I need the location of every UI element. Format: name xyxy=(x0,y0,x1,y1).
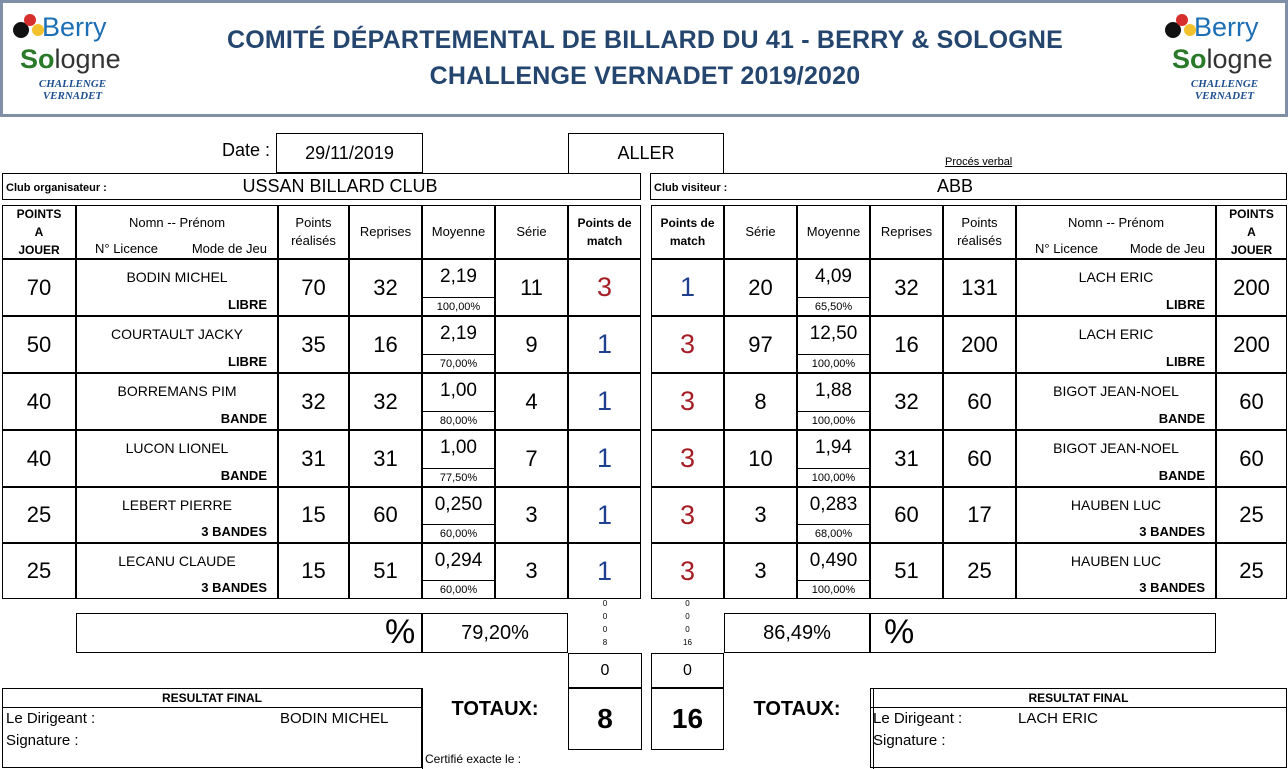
home-row-4-mode: 3 BANDES xyxy=(201,524,267,539)
home-row-4-cell xyxy=(278,487,349,543)
col-licence-label: N° Licence xyxy=(95,241,159,256)
away-row-1-cell xyxy=(1016,316,1216,373)
home-row-1-mode: LIBRE xyxy=(228,354,267,369)
berry-sologne-logo-right xyxy=(1160,10,1288,110)
col-points-realises-l1: Points xyxy=(961,215,998,230)
away-row-4-paj: 25 xyxy=(1239,502,1264,527)
away-row-4-cell xyxy=(724,487,797,543)
away-row-2-cell xyxy=(1016,373,1216,430)
away-resultat-final: RESULTAT FINAL xyxy=(870,688,1287,708)
home-row-1-pm: 1 xyxy=(596,329,613,359)
away-row-5-cell xyxy=(870,543,943,599)
away-row-0-player-name: LACH ERIC xyxy=(1078,269,1154,285)
col-points-realises-l2: réalisés xyxy=(291,233,336,248)
away-row-5-cell xyxy=(1216,543,1287,599)
away-row-1-cell xyxy=(1216,316,1287,373)
away-row-2-moyenne: 1,88 xyxy=(815,380,852,401)
home-row-4-cell xyxy=(2,487,76,543)
home-row-0-moyenne: 2,19 xyxy=(440,266,477,287)
home-row-0-cell xyxy=(76,259,278,316)
away-row-5-paj: 25 xyxy=(1239,558,1264,583)
home-row-1-cell xyxy=(568,316,641,373)
away-row-4-cell xyxy=(1216,487,1287,543)
home-row-5-pr: 15 xyxy=(301,558,326,583)
logo-vernadet: VERNADET xyxy=(1194,90,1255,102)
home-row-0-serie: 11 xyxy=(520,274,543,300)
away-row-4-serie: 3 xyxy=(754,502,767,527)
away-row-1-moyenne: 12,50 xyxy=(809,323,858,344)
home-row-3-paj: 40 xyxy=(26,445,52,471)
header-banner xyxy=(0,0,1288,117)
away-row-4-cell xyxy=(943,487,1016,543)
col-serie: Série xyxy=(745,224,776,239)
away-row-0-pct: 65,50% xyxy=(798,297,869,315)
away-row-0-moyenne: 4,09 xyxy=(815,266,852,287)
away-zero: 0 xyxy=(651,653,724,688)
away-header-rep xyxy=(870,205,943,259)
home-row-5-pct: 60,00% xyxy=(423,580,494,598)
away-row-4-cell xyxy=(797,487,870,543)
away-row-1-mode: LIBRE xyxy=(1166,354,1205,369)
home-totaux-label: TOTAUX: xyxy=(451,698,539,720)
home-row-4-pct: 60,00% xyxy=(423,524,494,542)
home-row-4-moyenne: 0,250 xyxy=(434,494,483,515)
away-row-0-cell xyxy=(943,259,1016,316)
away-header-moy xyxy=(797,205,870,259)
col-moyenne: Moyenne xyxy=(806,224,861,239)
away-row-0-serie: 20 xyxy=(748,274,773,300)
proces-verbal-label: Procés verbal xyxy=(945,156,1013,168)
home-row-4-serie: 3 xyxy=(525,502,538,527)
logo-challenge-text xyxy=(1162,78,1287,102)
home-row-2-player-name: BORREMANS PIM xyxy=(117,383,237,399)
away-header-pr xyxy=(943,205,1016,259)
away-row-4-pct: 68,00% xyxy=(798,524,869,542)
away-row-0-mode: LIBRE xyxy=(1166,297,1205,312)
home-row-1-cell xyxy=(2,316,76,373)
away-row-1-cell xyxy=(943,316,1016,373)
away-row-3-cell xyxy=(1016,430,1216,487)
away-row-0-cell xyxy=(870,259,943,316)
home-row-5-player-name: LECANU CLAUDE xyxy=(118,553,236,569)
away-row-2-serie: 8 xyxy=(754,388,767,414)
away-totaux-label: TOTAUX: xyxy=(753,698,841,720)
home-row-0-cell xyxy=(568,259,641,316)
home-row-0-mode: LIBRE xyxy=(228,297,267,312)
col-mode-label: Mode de Jeu xyxy=(1129,241,1205,256)
home-row-3-rep: 31 xyxy=(373,445,398,471)
home-row-0-paj: 70 xyxy=(26,274,52,300)
home-row-0-player-name: BODIN MICHEL xyxy=(126,269,228,285)
away-row-2-cell xyxy=(943,373,1016,430)
col-points-a-jouer-line: POINTS xyxy=(16,207,62,221)
home-row-5-serie: 3 xyxy=(525,558,538,583)
away-row-3-moyenne: 1,94 xyxy=(815,437,852,458)
home-row-5-cell xyxy=(495,543,568,599)
away-row-2-player-name: BIGOT JEAN-NOEL xyxy=(1053,383,1179,399)
col-licence-label: N° Licence xyxy=(1035,241,1099,256)
col-points-match-l2: match xyxy=(586,234,623,248)
home-row-5-moyenne: 0,294 xyxy=(434,550,483,571)
away-row-1-pr: 200 xyxy=(961,331,998,357)
home-row-0-rep: 32 xyxy=(373,274,398,300)
logo-sologne-text xyxy=(1172,44,1273,75)
away-row-5-cell xyxy=(1016,543,1216,599)
home-row-3-player-name: LUCON LIONEL xyxy=(125,440,229,456)
away-header-paj xyxy=(1216,205,1287,259)
logo-so: So xyxy=(1172,44,1207,74)
home-row-5-rep: 51 xyxy=(373,558,398,583)
home-row-0-cell xyxy=(422,259,495,316)
away-row-4-mode: 3 BANDES xyxy=(1139,524,1205,539)
home-resultat-final: RESULTAT FINAL xyxy=(2,688,422,708)
col-reprises: Reprises xyxy=(880,224,933,239)
home-row-3-pm: 1 xyxy=(596,443,613,473)
home-small-values xyxy=(568,597,642,649)
club-visiteur-value: ABB xyxy=(936,176,974,196)
home-small-0: 0 xyxy=(602,599,608,608)
home-row-4-rep: 60 xyxy=(373,502,398,527)
home-header-pr xyxy=(278,205,349,259)
home-header-nom xyxy=(76,205,278,259)
away-row-1-serie: 97 xyxy=(748,331,773,357)
header-title: COMITÉ DÉPARTEMENTAL DE BILLARD DU 41 - BERRY & SOLOGNE xyxy=(226,26,1064,54)
home-row-2-rep: 32 xyxy=(373,388,398,414)
away-row-3-rep: 31 xyxy=(894,445,919,471)
home-row-1-cell xyxy=(422,316,495,373)
home-row-3-cell xyxy=(422,430,495,487)
away-row-4-cell xyxy=(870,487,943,543)
home-signature-label: Signature : xyxy=(6,732,79,749)
away-row-0-cell xyxy=(651,259,724,316)
away-small-3: 16 xyxy=(683,638,692,647)
away-row-5-cell xyxy=(943,543,1016,599)
home-row-5-cell xyxy=(76,543,278,599)
home-row-4-pr: 15 xyxy=(301,502,326,527)
home-row-3-pct: 77,50% xyxy=(423,468,494,486)
away-header-serie xyxy=(724,205,797,259)
home-row-5-paj: 25 xyxy=(26,558,52,583)
away-row-3-cell xyxy=(870,430,943,487)
home-row-2-cell xyxy=(495,373,568,430)
away-small-values xyxy=(651,597,724,649)
home-row-4-cell xyxy=(568,487,641,543)
away-row-3-cell xyxy=(1216,430,1287,487)
away-row-5-pm: 3 xyxy=(679,555,696,586)
home-row-0-pct: 100,00% xyxy=(423,297,494,315)
club-organisateur-value: USSAN BILLARD CLUB xyxy=(242,176,438,196)
away-row-0-cell xyxy=(797,259,870,316)
home-dirigeant-label: Le Dirigeant : xyxy=(6,710,96,727)
away-dirigeant-value: LACH ERIC xyxy=(1018,710,1099,727)
col-points-a-jouer-line: A xyxy=(34,225,44,239)
home-small-3: 8 xyxy=(602,638,608,647)
away-row-3-mode: BANDE xyxy=(1158,468,1205,483)
away-row-1-cell xyxy=(870,316,943,373)
home-header-rep xyxy=(349,205,422,259)
home-row-2-serie: 4 xyxy=(525,388,538,414)
home-zero: 0 xyxy=(568,653,642,688)
home-total: 8 xyxy=(568,688,642,750)
home-row-1-pr: 35 xyxy=(301,331,326,357)
away-row-5-serie: 3 xyxy=(754,558,767,583)
home-row-3-cell xyxy=(278,430,349,487)
away-row-5-pr: 25 xyxy=(967,558,992,583)
away-dirigeant-label: Le Dirigeant : xyxy=(873,710,963,727)
away-row-4-player-name: HAUBEN LUC xyxy=(1070,497,1162,513)
away-row-5-cell xyxy=(651,543,724,599)
away-row-0-cell xyxy=(724,259,797,316)
home-row-3-cell xyxy=(76,430,278,487)
home-row-3-cell xyxy=(495,430,568,487)
away-row-0-cell xyxy=(1216,259,1287,316)
col-points-match-l1: Points de xyxy=(577,216,632,230)
home-row-4-paj: 25 xyxy=(26,502,52,527)
home-pct-box xyxy=(76,613,422,653)
home-row-1-cell xyxy=(349,316,422,373)
home-row-2-cell xyxy=(278,373,349,430)
logo-challenge-text xyxy=(10,78,135,102)
home-row-0-pm: 3 xyxy=(596,272,613,302)
away-row-1-rep: 16 xyxy=(894,331,919,357)
home-header-paj xyxy=(2,205,76,259)
home-row-0-cell xyxy=(2,259,76,316)
home-row-2-pm: 1 xyxy=(596,386,613,416)
home-row-4-cell xyxy=(76,487,278,543)
home-header-pm xyxy=(568,205,641,259)
logo-so: So xyxy=(20,44,55,74)
away-total: 16 xyxy=(651,688,724,750)
away-row-5-cell xyxy=(797,543,870,599)
home-row-2-pr: 32 xyxy=(301,388,326,414)
away-row-1-cell xyxy=(651,316,724,373)
logo-challenge: CHALLENGE xyxy=(1190,78,1259,90)
away-row-3-cell xyxy=(943,430,1016,487)
home-row-2-cell xyxy=(568,373,641,430)
home-row-3-mode: BANDE xyxy=(220,468,267,483)
away-header-nom xyxy=(1016,205,1216,259)
away-row-3-player-name: BIGOT JEAN-NOEL xyxy=(1053,440,1179,456)
home-row-1-cell xyxy=(495,316,568,373)
away-row-2-pct: 100,00% xyxy=(798,411,869,429)
col-moyenne: Moyenne xyxy=(431,224,486,239)
away-row-3-paj: 60 xyxy=(1239,445,1264,471)
certifie-label: Certifié exacte le : xyxy=(425,752,522,766)
away-row-4-pr: 17 xyxy=(967,502,992,527)
away-row-3-cell xyxy=(651,430,724,487)
away-signature-label: Signature : xyxy=(873,732,946,749)
home-row-2-cell xyxy=(76,373,278,430)
away-header-pm xyxy=(651,205,724,259)
away-row-1-pm: 3 xyxy=(679,329,696,359)
col-nom-label: Nomn -- Prénom xyxy=(128,215,226,230)
home-row-1-rep: 16 xyxy=(373,331,398,357)
home-row-5-cell xyxy=(349,543,422,599)
home-row-2-cell xyxy=(2,373,76,430)
home-pct-sign: % xyxy=(385,613,416,651)
home-row-0-cell xyxy=(278,259,349,316)
away-row-2-pr: 60 xyxy=(967,388,992,414)
home-row-4-player-name: LEBERT PIERRE xyxy=(122,497,232,513)
col-points-realises-l1: Points xyxy=(295,215,332,230)
date-label: Date : xyxy=(221,140,270,160)
away-row-0-pm: 1 xyxy=(679,272,696,302)
away-row-1-cell xyxy=(724,316,797,373)
away-row-3-cell xyxy=(797,430,870,487)
away-row-4-cell xyxy=(1016,487,1216,543)
home-row-2-mode: BANDE xyxy=(220,411,267,426)
home-header-moy xyxy=(422,205,495,259)
home-row-5-cell xyxy=(278,543,349,599)
logo-sologne-text xyxy=(20,44,121,75)
away-row-3-cell xyxy=(724,430,797,487)
home-row-2-moyenne: 1,00 xyxy=(440,380,477,401)
away-small-0: 0 xyxy=(685,599,690,608)
col-points-realises-l2: réalisés xyxy=(957,233,1002,248)
home-row-4-cell xyxy=(495,487,568,543)
berry-sologne-logo-left xyxy=(8,10,143,110)
away-row-3-serie: 10 xyxy=(748,445,773,471)
home-small-2: 0 xyxy=(602,625,608,634)
away-row-5-pct: 100,00% xyxy=(798,580,869,598)
home-row-0-cell xyxy=(349,259,422,316)
away-row-2-cell xyxy=(724,373,797,430)
away-row-4-cell xyxy=(651,487,724,543)
col-points-a-jouer-line: POINTS xyxy=(1229,207,1274,221)
away-row-4-moyenne: 0,283 xyxy=(809,494,858,515)
away-pct-sign: % xyxy=(884,613,915,651)
col-points-match-l1: Points de xyxy=(660,216,715,230)
home-row-3-serie: 7 xyxy=(525,445,538,471)
home-row-2-paj: 40 xyxy=(26,388,52,414)
away-row-5-moyenne: 0,490 xyxy=(809,550,858,571)
col-serie: Série xyxy=(516,224,547,239)
away-row-4-rep: 60 xyxy=(894,502,919,527)
away-pct-box xyxy=(870,613,1216,653)
away-row-5-rep: 51 xyxy=(894,558,919,583)
col-reprises: Reprises xyxy=(359,224,412,239)
away-row-3-pm: 3 xyxy=(679,443,696,473)
home-row-5-pm: 1 xyxy=(596,555,613,586)
home-row-4-pm: 1 xyxy=(596,499,613,530)
away-pct-value: 86,49% xyxy=(724,613,870,653)
home-row-0-cell xyxy=(495,259,568,316)
away-row-1-cell xyxy=(797,316,870,373)
col-points-a-jouer-line: JOUER xyxy=(1230,243,1273,257)
club-organisateur-label: Club organisateur : xyxy=(6,182,107,194)
home-row-3-pr: 31 xyxy=(301,445,326,471)
away-row-2-cell xyxy=(797,373,870,430)
away-row-5-mode: 3 BANDES xyxy=(1139,580,1205,595)
home-small-1: 0 xyxy=(602,612,608,621)
col-points-a-jouer-line: A xyxy=(1247,225,1256,239)
logo-logne: logne xyxy=(54,44,121,74)
club-visiteur-label: Club visiteur : xyxy=(654,182,728,194)
home-row-3-cell xyxy=(568,430,641,487)
away-row-1-player-name: LACH ERIC xyxy=(1078,326,1154,342)
home-row-5-cell xyxy=(422,543,495,599)
away-row-1-pct: 100,00% xyxy=(798,354,869,372)
away-row-2-cell xyxy=(651,373,724,430)
away-row-0-pr: 131 xyxy=(961,274,998,300)
home-row-5-cell xyxy=(568,543,641,599)
col-nom-label: Nomn -- Prénom xyxy=(1067,215,1165,230)
away-row-4-pm: 3 xyxy=(679,499,696,530)
col-points-match-l2: match xyxy=(669,234,706,248)
home-row-5-cell xyxy=(2,543,76,599)
home-row-3-cell xyxy=(2,430,76,487)
home-pct-value: 79,20% xyxy=(422,613,568,653)
away-row-2-pm: 3 xyxy=(679,386,696,416)
logo-berry-text: Berry xyxy=(1194,12,1259,42)
home-row-2-cell xyxy=(349,373,422,430)
away-row-2-cell xyxy=(870,373,943,430)
logo-berry-text: Berry xyxy=(42,12,107,42)
col-points-a-jouer-line: JOUER xyxy=(18,243,60,257)
home-row-3-moyenne: 1,00 xyxy=(440,437,477,458)
home-row-3-cell xyxy=(349,430,422,487)
away-row-2-paj: 60 xyxy=(1239,388,1264,414)
away-row-1-paj: 200 xyxy=(1233,331,1270,357)
logo-challenge: CHALLENGE xyxy=(38,78,107,90)
away-row-0-cell xyxy=(1016,259,1216,316)
header-subtitle: CHALLENGE VERNADET 2019/2020 xyxy=(429,62,861,90)
home-row-5-mode: 3 BANDES xyxy=(201,580,267,595)
away-row-2-cell xyxy=(1216,373,1287,430)
home-dirigeant-value: BODIN MICHEL xyxy=(280,710,389,727)
home-row-1-player-name: COURTAULT JACKY xyxy=(111,326,243,342)
home-row-2-cell xyxy=(422,373,495,430)
home-row-1-cell xyxy=(278,316,349,373)
away-row-5-cell xyxy=(724,543,797,599)
away-row-2-mode: BANDE xyxy=(1158,411,1205,426)
logo-logne: logne xyxy=(1206,44,1273,74)
home-row-2-pct: 80,00% xyxy=(423,411,494,429)
away-row-2-rep: 32 xyxy=(894,388,919,414)
away-row-5-player-name: HAUBEN LUC xyxy=(1070,553,1162,569)
away-row-0-paj: 200 xyxy=(1233,274,1270,300)
home-row-1-pct: 70,00% xyxy=(423,354,494,372)
home-row-1-paj: 50 xyxy=(26,331,52,357)
home-row-4-cell xyxy=(422,487,495,543)
away-row-3-pct: 100,00% xyxy=(798,468,869,486)
home-row-4-cell xyxy=(349,487,422,543)
leg-value: ALLER xyxy=(568,133,724,173)
col-mode-label: Mode de Jeu xyxy=(191,241,267,256)
away-small-1: 0 xyxy=(685,612,690,621)
home-row-1-moyenne: 2,19 xyxy=(440,323,477,344)
home-row-1-serie: 9 xyxy=(525,331,538,357)
date-value: 29/11/2019 xyxy=(276,133,423,173)
away-small-2: 0 xyxy=(685,625,690,634)
away-row-3-pr: 60 xyxy=(967,445,992,471)
logo-vernadet: VERNADET xyxy=(42,90,103,102)
home-row-1-cell xyxy=(76,316,278,373)
home-row-0-pr: 70 xyxy=(301,274,326,300)
home-header-serie xyxy=(495,205,568,259)
away-row-0-rep: 32 xyxy=(894,274,919,300)
